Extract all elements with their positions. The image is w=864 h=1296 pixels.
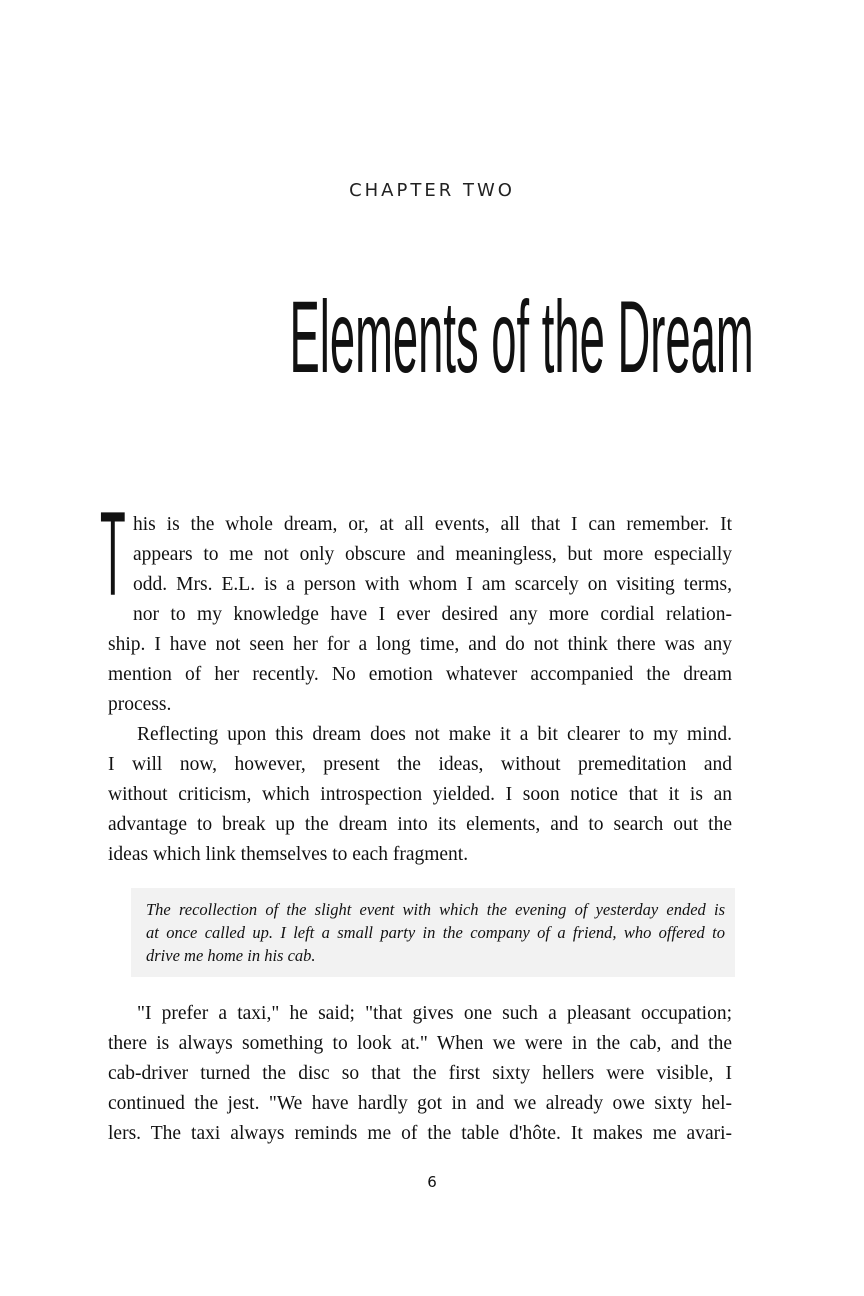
text-line: cab-driver turned the disc so that the first sixty hellers were visible, I [108,1063,732,1084]
text-line: odd. Mrs. E.L. is a person with whom I am scarcely on visiting terms, [133,574,732,595]
text-line: Reflecting upon this dream does not make it a bit clearer to my mind. [137,724,732,745]
text-line: without criticism, which introspection yielded. I soon notice that it is an [108,784,732,805]
text-line: lers. The taxi always reminds me of the table d'hôte. It makes me avari- [108,1123,732,1144]
chapter-label: CHAPTER TWO [349,180,515,201]
text-line: ideas which link themselves to each fragment. [108,844,469,865]
quote-line: The recollection of the slight event with which the evening of yesterday ended is [146,900,725,919]
text-line: his is the whole dream, or, at all events, all that I can remember. It [133,514,732,535]
chapter-title: Elements of the Dream [289,280,754,394]
drop-cap: T [100,487,126,621]
quote-line: at once called up. I left a small party in the company of a friend, who offered to [146,923,725,942]
blockquote [131,888,735,977]
text-line: continued the jest. "We have hardly got in and we already owe sixty hel- [108,1093,732,1114]
quote-line: drive me home in his cab. [146,946,316,965]
text-line: ship. I have not seen her for a long time, and do not think there was any [108,634,732,655]
text-line: "I prefer a taxi," he said; "that gives one such a pleasant occupation; [137,1003,732,1024]
text-line: nor to my knowledge have I ever desired any more cordial relation- [133,604,732,625]
text-line: I will now, however, present the ideas, without premeditation and [108,754,732,775]
text-line: process. [108,694,172,715]
page-number: 6 [427,1173,437,1191]
text-line: appears to me not only obscure and meaningless, but more especially [133,544,732,565]
text-line: there is always something to look at." When we were in the cab, and the [108,1033,732,1054]
text-line: mention of her recently. No emotion whatever accompanied the dream [108,664,732,685]
text-line: advantage to break up the dream into its elements, and to search out the [108,814,732,835]
